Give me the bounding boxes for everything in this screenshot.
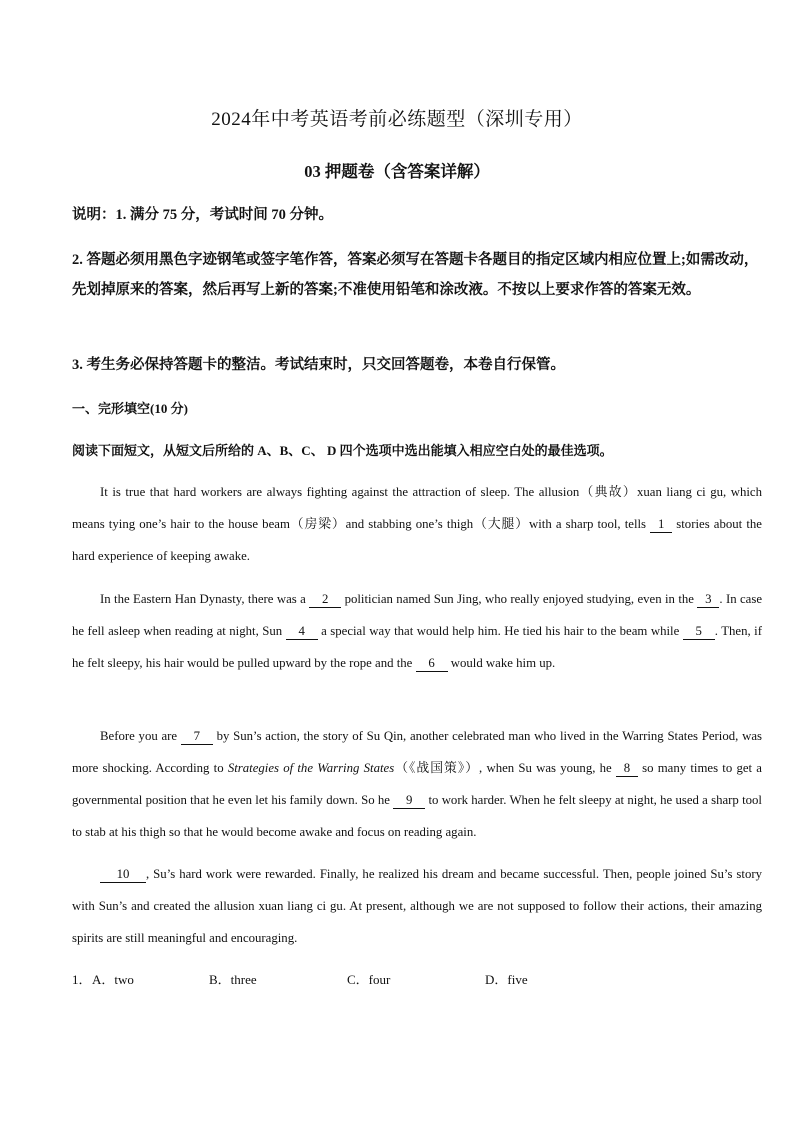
paragraph-text: It is true that hard workers are always fighting against the attraction of sleep. The allusion（典故）xuan liang ci gu, which means tying one’s hair to the house beam（房梁）and stabbing one’s thigh（大腿）with a sharp tool, tells — [72, 485, 762, 531]
option-c: C．four — [347, 972, 391, 987]
paragraph-text: stories about the hard experience of keeping awake. — [72, 517, 762, 563]
blank-3: 3 — [697, 591, 719, 608]
question-1-options — [72, 969, 623, 988]
paragraph-text: In the Eastern Han Dynasty, there was a — [100, 592, 310, 606]
paragraph-text: to work harder. When he felt sleepy at night, he used a sharp tool to stab at his thigh so that he would become awake and focus on reading again. — [72, 793, 762, 839]
option-d: D．five — [485, 972, 528, 987]
passage-paragraph-3 — [72, 720, 762, 848]
passage-paragraph-4 — [72, 858, 762, 954]
question-number: 1． — [72, 972, 92, 987]
paragraph-text: . Then, if he felt sleepy, his hair would be pulled upward by the rope and the — [72, 624, 762, 670]
blank-5: 5 — [683, 623, 715, 640]
passage-paragraph-2 — [72, 583, 762, 679]
paragraph-text: by Sun’s action, the story of Su Qin, another celebrated man who lived in the Warring States Period, was more shocking. According to — [72, 729, 762, 775]
blank-9: 9 — [393, 792, 425, 809]
blank-10: 10 — [100, 866, 146, 883]
page-subtitle: 03 押题卷（含答案详解） — [304, 162, 490, 181]
paragraph-text: , Su’s hard work were rewarded. Finally, he realized his dream and became successful. Then, people joined Su’s story with Sun’s and created the allusion xuan liang ci gu. At present, although we are not supposed to follow their actions, their amazing spirits are still meaningful and encouraging. — [72, 867, 762, 945]
blank-1: 1 — [650, 516, 672, 533]
instruction-3: 3. 考生务必保持答题卡的整洁。考试结束时，只交回答题卷，本卷自行保管。 — [72, 357, 565, 373]
option-a: A．two — [92, 972, 134, 987]
blank-4: 4 — [286, 623, 318, 640]
page-title: 2024年中考英语考前必练题型（深圳专用） — [211, 109, 583, 130]
paragraph-text: Before you are — [100, 729, 181, 743]
blank-2: 2 — [309, 591, 341, 608]
book-title: Strategies of the Warring States — [227, 761, 395, 775]
option-b: B．three — [209, 972, 257, 987]
paragraph-text: so many times to get a governmental position that he even let his family down. So he — [72, 761, 762, 807]
paragraph-text: （《战国策》）, when Su was young, he — [394, 761, 616, 775]
section-title: 一、完形填空(10 分) — [72, 401, 188, 416]
blank-7: 7 — [181, 728, 213, 745]
blank-6: 6 — [416, 655, 448, 672]
section-directions: 阅读下面短文，从短文后所给的 A、B、C、 D 四个选项中选出能填入相应空白处的最佳选项。 — [72, 443, 613, 458]
passage-paragraph-1 — [72, 476, 762, 572]
paragraph-text: would wake him up. — [447, 656, 556, 670]
paragraph-text: a special way that would help him. He tied his hair to the beam while — [317, 624, 683, 638]
instruction-1: 说明：1. 满分 75 分，考试时间 70 分钟。 — [72, 207, 333, 223]
paragraph-text: politician named Sun Jing, who really enjoyed studying, even in the — [341, 592, 698, 606]
blank-8: 8 — [616, 760, 638, 777]
paragraph-text: . In case he fell asleep when reading at night, Sun — [72, 592, 762, 638]
instruction-2: 2. 答题必须用黑色字迹钢笔或签字笔作答，答案必须写在答题卡各题目的指定区域内相应位置上;如需改动，先划掉原来的答案，然后再写上新的答案;不准使用铅笔和涂改液。不按以上要求作答的答案无效。 — [72, 252, 759, 298]
